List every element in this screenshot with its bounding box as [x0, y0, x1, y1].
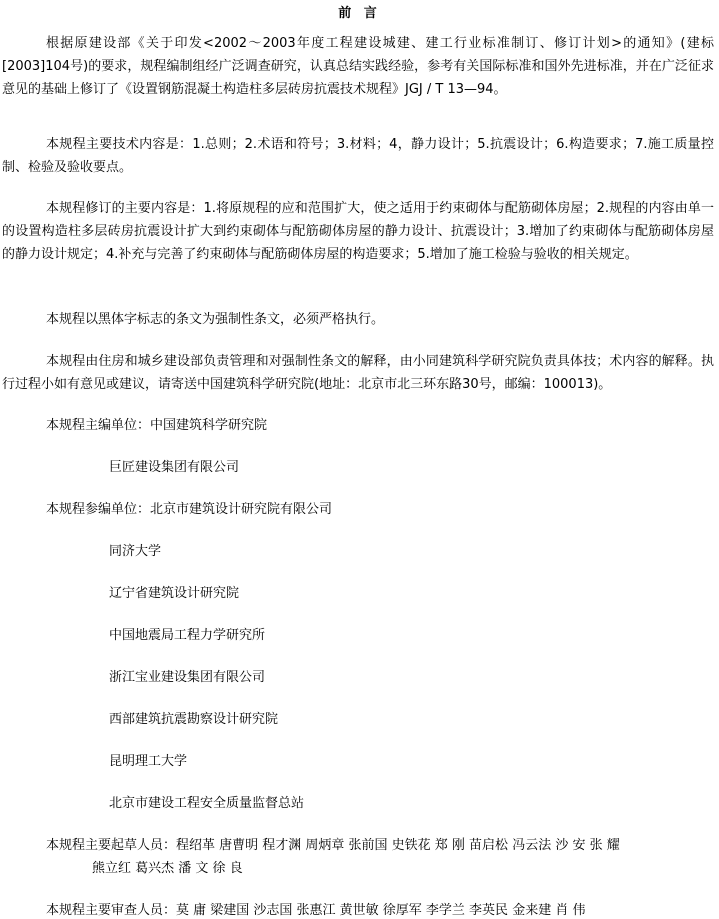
- paragraph-basis: 根据原建设部《关于印发<2002～2003年度工程建设城建、建工行业标准制订、修订计划>的通知》(建标[2003]104号)的要求，规程编制组经广泛调查研究，认真总结实践经验，参考有关国际标准和国外先进标准，并在广泛征求意见的基础上修订了《设置钢筋混凝土构造柱多层砖房抗震技术规程》JGJ / T 13—94。: [2, 36, 714, 97]
- paragraph-mandatory-clauses: 本规程以黑体字标志的条文为强制性条文，必须严格执行。: [46, 312, 385, 327]
- reviewers-line: 本规程主要审查人员：莫 庸 梁建国 沙志国 张惠江 黄世敏 徐厚军 李学兰 李英民 金来建 肖 伟: [46, 903, 586, 918]
- participating-unit: 昆明理工大学: [109, 754, 188, 769]
- participating-unit: 西部建筑抗震勘察设计研究院: [109, 712, 279, 727]
- drafters-line-continued: 熊立红 葛兴杰 潘 文 徐 良: [92, 861, 243, 876]
- paragraph-management: 本规程由住房和城乡建设部负责管理和对强制性条文的解释，由小同建筑科学研究院负责具体技；术内容的解释。执行过程小如有意见或建议，请寄送中国建筑科学研究院(地址：北京市北三环东路30号，邮编：100013)。: [2, 354, 714, 392]
- co-editor-unit: 巨匠建设集团有限公司: [109, 460, 240, 475]
- paragraph-technical-content: 本规程主要技术内容是：1.总则；2.术语和符号；3.材料；4，静力设计；5.抗震设计；6.构造要求；7.施工质量控制、检验及验收要点。: [2, 137, 714, 175]
- participating-unit: 浙江宝业建设集团有限公司: [109, 670, 266, 685]
- participating-units-label: 本规程参编单位：北京市建筑设计研究院有限公司: [46, 502, 333, 517]
- paragraph-revision-content: 本规程修订的主要内容是：1.将原规程的应和范围扩大，使之适用于约束砌体与配筋砌体房屋；2.规程的内容由单一的设置构造柱多层砖房抗震设计扩大到约束砌体与配筋砌体房屋的静力设计、抗震设计；3.增加了约束砌体与配筋砌体房屋的静力设计规定；4.补充与完善了约束砌体与配筋砌体房屋的构造要求；5.增加了施工检验与验收的相关规定。: [2, 201, 714, 262]
- participating-unit: 同济大学: [109, 544, 162, 559]
- participating-unit: 中国地震局工程力学研究所: [109, 628, 266, 643]
- participating-unit: 辽宁省建筑设计研究院: [109, 586, 240, 601]
- page-title: 前 言: [338, 6, 381, 21]
- chief-editor-unit: 本规程主编单位：中国建筑科学研究院: [46, 418, 268, 433]
- drafters-line: 本规程主要起草人员：程绍革 唐曹明 程才渊 周炳章 张前国 史铁花 郑 刚 苗启松 冯云法 沙 安 张 耀: [46, 838, 620, 853]
- participating-unit: 北京市建设工程安全质量监督总站: [109, 796, 305, 811]
